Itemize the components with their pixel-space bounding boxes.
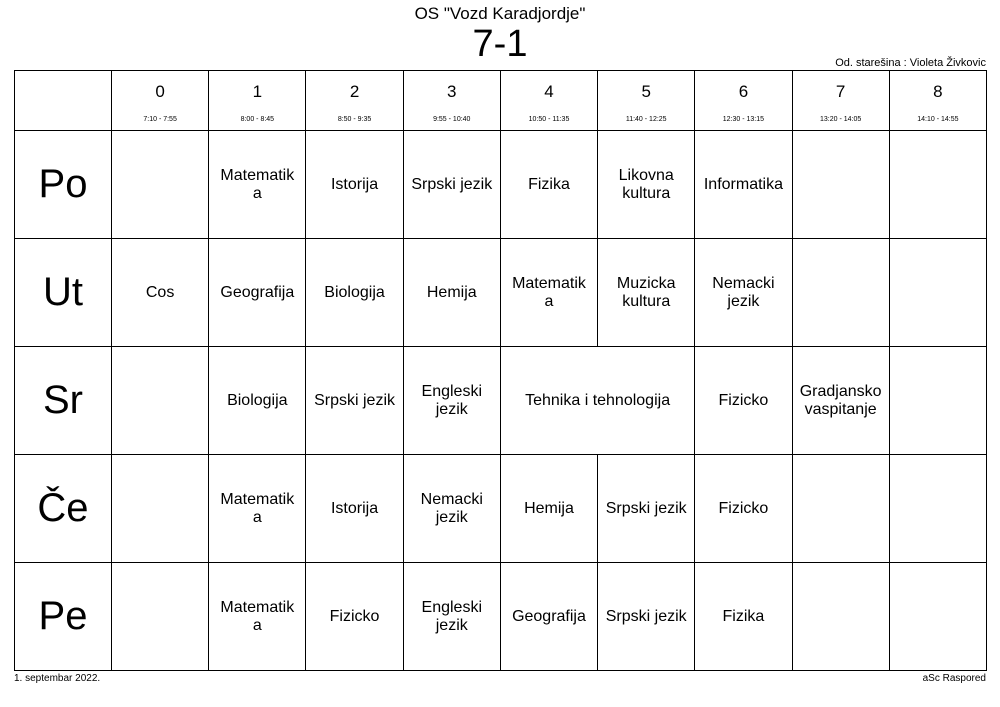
empty-lesson-cell bbox=[889, 563, 986, 671]
lesson-cell: Gradjansko vaspitanje bbox=[792, 347, 889, 455]
period-header-6 bbox=[695, 71, 792, 131]
period-header-8 bbox=[889, 71, 986, 131]
timetable-body bbox=[15, 131, 987, 671]
period-time: 14:10 - 14:55 bbox=[917, 116, 959, 123]
lesson-cell: Nemacki jezik bbox=[695, 239, 792, 347]
period-header-5 bbox=[598, 71, 695, 131]
period-time: 9:55 - 10:40 bbox=[433, 116, 471, 123]
lesson-cell: Srpski jezik bbox=[403, 131, 500, 239]
period-header-7 bbox=[792, 71, 889, 131]
lesson-cell: Nemacki jezik bbox=[403, 455, 500, 563]
generator-credit: aSc Raspored bbox=[922, 673, 986, 684]
period-number: 1 bbox=[252, 82, 263, 101]
period-time: 13:20 - 14:05 bbox=[820, 116, 862, 123]
lesson-cell: Istorija bbox=[306, 455, 403, 563]
lesson-cell: Fizicko bbox=[695, 347, 792, 455]
lesson-cell: Istorija bbox=[306, 131, 403, 239]
day-row bbox=[15, 455, 987, 563]
period-time: 8:00 - 8:45 bbox=[240, 116, 275, 123]
lesson-cell: Matematik a bbox=[209, 563, 306, 671]
day-label: Pe bbox=[15, 563, 112, 671]
lesson-cell: Srpski jezik bbox=[598, 455, 695, 563]
empty-lesson-cell bbox=[792, 239, 889, 347]
empty-lesson-cell bbox=[792, 455, 889, 563]
lesson-cell: Muzicka kultura bbox=[598, 239, 695, 347]
lesson-cell: Engleski jezik bbox=[403, 563, 500, 671]
lesson-cell: Srpski jezik bbox=[598, 563, 695, 671]
period-header-row bbox=[15, 71, 987, 131]
lesson-cell: Geografija bbox=[209, 239, 306, 347]
lesson-cell: Tehnika i tehnologija bbox=[500, 347, 694, 455]
day-label: Če bbox=[15, 455, 112, 563]
period-header-3 bbox=[403, 71, 500, 131]
day-label: Po bbox=[15, 131, 112, 239]
empty-lesson-cell bbox=[112, 131, 209, 239]
lesson-cell: Fizika bbox=[500, 131, 597, 239]
class-title: 7-1 bbox=[472, 23, 528, 65]
timetable-grid bbox=[14, 70, 987, 671]
lesson-cell: Informatika bbox=[695, 131, 792, 239]
lesson-cell: Cos bbox=[112, 239, 209, 347]
day-label: Sr bbox=[15, 347, 112, 455]
period-number: 8 bbox=[933, 82, 943, 101]
day-row bbox=[15, 131, 987, 239]
period-number: 6 bbox=[738, 82, 749, 101]
period-number: 4 bbox=[544, 82, 554, 101]
lesson-cell: Engleski jezik bbox=[403, 347, 500, 455]
lesson-cell: Geografija bbox=[500, 563, 597, 671]
empty-lesson-cell bbox=[889, 455, 986, 563]
empty-lesson-cell bbox=[889, 239, 986, 347]
period-time: 12:30 - 13:15 bbox=[722, 116, 765, 123]
period-header-0 bbox=[112, 71, 209, 131]
lesson-cell: Matematik a bbox=[209, 131, 306, 239]
period-number: 3 bbox=[447, 82, 457, 101]
corner-cell bbox=[15, 71, 112, 131]
lesson-cell: Fizika bbox=[695, 563, 792, 671]
lesson-cell: Fizicko bbox=[695, 455, 792, 563]
empty-lesson-cell bbox=[792, 131, 889, 239]
empty-lesson-cell bbox=[792, 563, 889, 671]
period-time: 8:50 - 9:35 bbox=[337, 116, 372, 123]
lesson-cell: Fizicko bbox=[306, 563, 403, 671]
period-time: 7:10 - 7:55 bbox=[143, 116, 177, 123]
lesson-cell: Likovna kultura bbox=[598, 131, 695, 239]
period-number: 0 bbox=[155, 82, 165, 101]
period-number: 2 bbox=[349, 82, 360, 101]
empty-lesson-cell bbox=[889, 131, 986, 239]
period-number: 7 bbox=[835, 82, 846, 101]
lesson-cell: Hemija bbox=[403, 239, 500, 347]
day-row bbox=[15, 239, 987, 347]
empty-lesson-cell bbox=[112, 563, 209, 671]
day-label: Ut bbox=[15, 239, 112, 347]
lesson-cell: Matematik a bbox=[500, 239, 597, 347]
day-row bbox=[15, 347, 987, 455]
school-name: OS "Vozd Karadjordje" bbox=[414, 4, 586, 23]
class-teacher: Od. starešina : Violeta Živkovic bbox=[835, 57, 986, 69]
period-time: 11:40 - 12:25 bbox=[625, 116, 667, 123]
period-header-4 bbox=[500, 71, 597, 131]
period-number: 5 bbox=[641, 82, 651, 101]
empty-lesson-cell bbox=[112, 347, 209, 455]
period-time: 10:50 - 11:35 bbox=[528, 116, 570, 123]
lesson-cell: Biologija bbox=[306, 239, 403, 347]
day-row bbox=[15, 563, 987, 671]
lesson-cell: Srpski jezik bbox=[306, 347, 403, 455]
empty-lesson-cell bbox=[112, 455, 209, 563]
period-header-1 bbox=[209, 71, 306, 131]
lesson-cell: Biologija bbox=[209, 347, 306, 455]
lesson-cell: Hemija bbox=[500, 455, 597, 563]
print-date: 1. septembar 2022. bbox=[14, 673, 101, 684]
lesson-cell: Matematik a bbox=[209, 455, 306, 563]
empty-lesson-cell bbox=[889, 347, 986, 455]
period-header-2 bbox=[306, 71, 403, 131]
